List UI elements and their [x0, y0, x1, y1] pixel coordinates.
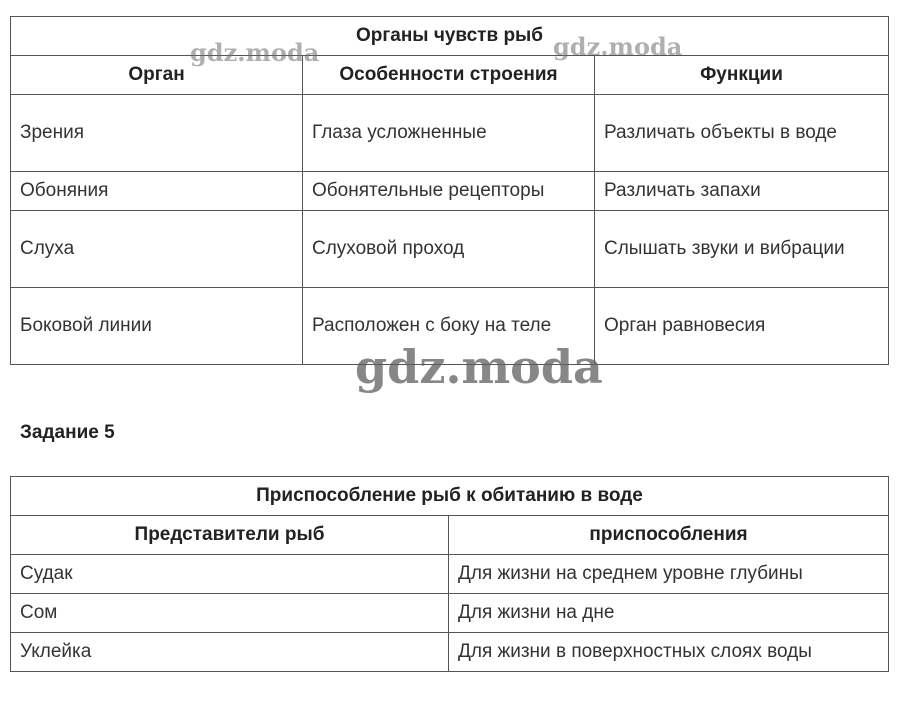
watermark: gdz.moda [553, 32, 683, 61]
fish-adaptation-table-title: Приспособление рыб к обитанию в воде [11, 477, 889, 516]
table-cell: Боковой линии [11, 288, 303, 365]
table-cell: Различать объекты в воде [595, 95, 889, 172]
table-cell: Для жизни на дне [449, 594, 889, 633]
watermark: gdz.moda [355, 340, 603, 394]
table-row [11, 633, 889, 672]
column-header-adaptations: приспособления [449, 516, 889, 555]
column-header-organ: Орган [11, 56, 303, 95]
table-row [11, 172, 889, 211]
column-header-fish-species: Представители рыб [11, 516, 449, 555]
table-row [11, 555, 889, 594]
column-header-functions: Функции [595, 56, 889, 95]
table-cell: Глаза усложненные [303, 95, 595, 172]
table-row [11, 95, 889, 172]
table-cell: Орган равновесия [595, 288, 889, 365]
table-cell: Обоняния [11, 172, 303, 211]
table-cell: Судак [11, 555, 449, 594]
table-row [11, 594, 889, 633]
table-cell: Обонятельные рецепторы [303, 172, 595, 211]
table-cell: Сом [11, 594, 449, 633]
table-cell: Слышать звуки и вибрации [595, 211, 889, 288]
column-header-structure: Особенности строения [303, 56, 595, 95]
table-row [11, 288, 889, 365]
table-cell: Для жизни на среднем уровне глубины [449, 555, 889, 594]
watermark: gdz.moda [190, 38, 320, 67]
table-cell: Для жизни в поверхностных слоях воды [449, 633, 889, 672]
task-heading: Задание 5 [20, 422, 115, 443]
table-row [11, 211, 889, 288]
table-cell: Уклейка [11, 633, 449, 672]
table-cell: Слуховой проход [303, 211, 595, 288]
table-cell: Зрения [11, 95, 303, 172]
table-cell: Расположен с боку на теле [303, 288, 595, 365]
table-cell: Слуха [11, 211, 303, 288]
sense-organs-table-title: Органы чувств рыб [11, 17, 889, 56]
sense-organs-table [10, 16, 889, 365]
fish-adaptation-table [10, 476, 889, 672]
table-cell: Различать запахи [595, 172, 889, 211]
